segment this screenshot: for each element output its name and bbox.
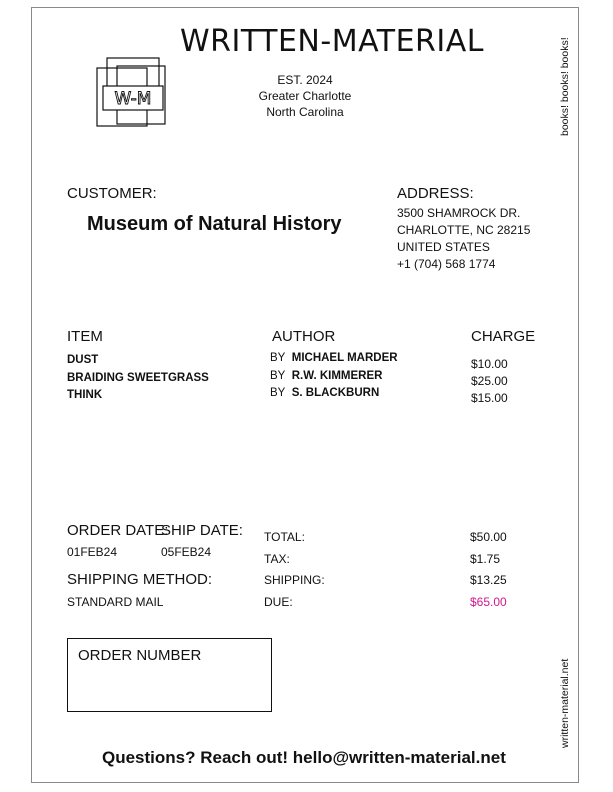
item-charge: $25.00	[471, 374, 508, 388]
contact-footer: Questions? Reach out! hello@written-material.net	[102, 748, 506, 767]
item-column-header: ITEM	[67, 328, 103, 345]
item-title: THINK	[67, 389, 103, 401]
est-line: Greater Charlotte	[258, 89, 352, 103]
side-website: written-material.net	[559, 658, 571, 748]
address-label: ADDRESS:	[397, 185, 474, 202]
establishment-info	[250, 72, 360, 120]
est-line: EST. 2024	[277, 73, 333, 87]
total-value: $50.00	[470, 530, 507, 544]
totals-labels	[264, 527, 325, 613]
side-tagline: books! books! books!	[559, 37, 571, 136]
customer-name: Museum of Natural History	[87, 213, 342, 235]
order-number-label: ORDER NUMBER	[78, 647, 202, 664]
total-label: TOTAL:	[264, 530, 305, 544]
address-phone: +1 (704) 568 1774	[397, 257, 496, 271]
author-name: R.W. KIMMERER	[291, 369, 383, 382]
item-authors	[270, 350, 398, 403]
item-author	[270, 350, 398, 368]
by-prefix: BY	[270, 369, 286, 382]
by-prefix: BY	[270, 352, 286, 364]
shipping-label: SHIPPING:	[264, 573, 325, 587]
charge-column-header: CHARGE	[471, 328, 536, 345]
address-line: CHARLOTTE, NC 28215	[397, 223, 531, 237]
item-charges	[471, 356, 508, 407]
author-column-header: AUTHOR	[272, 328, 336, 345]
item-title: BRAIDING SWEETGRASS	[67, 371, 209, 384]
totals-values	[470, 527, 507, 613]
address-block	[397, 205, 530, 273]
shipping-method-value: STANDARD MAIL	[67, 595, 164, 609]
due-value: $65.00	[470, 594, 507, 609]
logo-text: W-M	[114, 89, 152, 109]
customer-label: CUSTOMER:	[67, 185, 157, 202]
by-prefix: BY	[270, 387, 286, 399]
item-author	[270, 368, 398, 386]
brand-title: WRITTEN-MATERIAL	[180, 24, 484, 59]
address-line: UNITED STATES	[397, 240, 490, 254]
shipping-method-label: SHIPPING METHOD:	[67, 571, 213, 588]
item-charge: $15.00	[471, 391, 508, 405]
author-name: MICHAEL MARDER	[291, 352, 398, 364]
item-charge: $10.00	[471, 357, 508, 371]
tax-value: $1.75	[470, 551, 501, 566]
tax-label: TAX:	[264, 551, 290, 566]
item-titles	[67, 352, 209, 405]
author-name: S. BLACKBURN	[291, 387, 380, 399]
ship-date-label: SHIP DATE:	[161, 522, 243, 539]
item-author	[270, 385, 398, 403]
est-line: North Carolina	[266, 105, 344, 119]
shipping-value: $13.25	[470, 573, 507, 587]
order-date-value: 01FEB24	[67, 545, 118, 559]
address-line: 3500 SHAMROCK DR.	[397, 206, 521, 220]
item-title: DUST	[67, 354, 99, 366]
order-date-label: ORDER DATE:	[67, 522, 169, 539]
brand-logo	[95, 56, 169, 130]
due-label: DUE:	[264, 594, 293, 609]
ship-date-value: 05FEB24	[161, 545, 212, 559]
